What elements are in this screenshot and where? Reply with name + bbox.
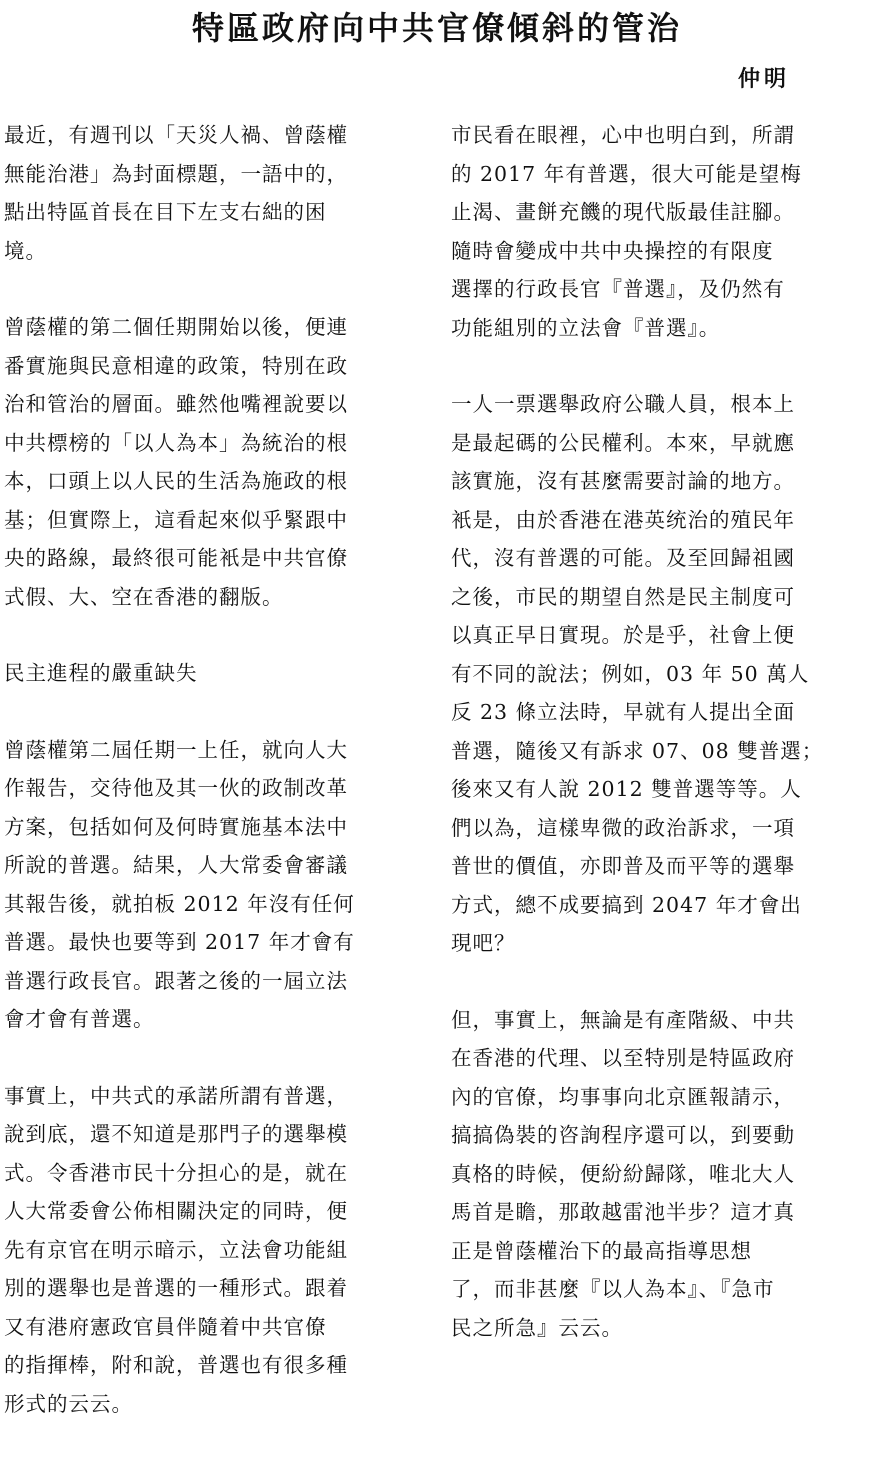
left-column (4, 116, 414, 1461)
text-line: 央的路線，最終很可能衹是中共官僚 (4, 546, 348, 570)
text-line: 功能組別的立法會『普選』。 (451, 315, 721, 340)
text-line: 馬首是瞻，那敢越雷池半步？這才真 (451, 1200, 795, 1224)
text-line: 後來又有人說 2012 雙普選等等。人 (451, 777, 802, 801)
article-title: 特區政府向中共官僚傾斜的管治 (191, 9, 682, 47)
text-line: 普世的價值，亦即普及而平等的選舉 (451, 854, 795, 878)
text-line: 但，事實上，無論是有產階級、中共 (451, 1007, 795, 1032)
text-line: 方案，包括如何及何時實施基本法中 (4, 814, 348, 839)
text-line: 有不同的說法；例如，03 年 50 萬人 (451, 661, 810, 686)
text-line: 了，而非甚麼『以人為本』、『急市 (451, 1277, 775, 1301)
text-line: 形式的云云。 (4, 1391, 133, 1416)
text-line: 以真正早日實現。於是乎，社會上便 (451, 623, 795, 647)
text-line: 搞搞偽裝的咨詢程序還可以，到要動 (451, 1123, 795, 1147)
text-line: 會才會有普選。 (4, 1007, 155, 1031)
text-line: 市民看在眼裡，心中也明白到，所謂 (451, 123, 795, 147)
text-line: 所說的普選。結果，人大常委會審議 (4, 853, 348, 877)
text-line: 境。 (4, 238, 47, 263)
text-line: 人大常委會公佈相關決定的同時，便 (4, 1199, 348, 1223)
text-line: 式假、大、空在香港的翻版。 (4, 584, 284, 609)
text-line: 反 23 條立法時，早就有人提出全面 (451, 700, 796, 724)
text-line: 現吧？ (451, 931, 516, 955)
text-line: 又有港府憲政官員伴隨着中共官僚 (4, 1314, 327, 1339)
author-name: 仲明 (737, 66, 790, 92)
text-line: 代，沒有普選的可能。及至回歸祖國 (451, 546, 795, 570)
text-line: 式。令香港市民十分担心的是，就在 (4, 1160, 348, 1185)
paragraph (4, 1077, 414, 1424)
text-line: 曾蔭權第二屆任期一上任，就向人大 (4, 737, 348, 762)
text-line: 在香港的代理、以至特別是特區政府 (451, 1046, 795, 1070)
text-line: 民之所急』云云。 (451, 1315, 623, 1340)
text-line: 該實施，沒有甚麼需要討論的地方。 (451, 469, 795, 493)
text-line: 隨時會變成中共中央操控的有限度 (451, 238, 774, 263)
text-line: 普選，隨後又有訴求 07、08 雙普選； (451, 738, 824, 763)
text-line: 的指揮棒，附和說，普選也有很多種 (4, 1353, 348, 1377)
text-line: 普選行政長官。跟著之後的一屆立法 (4, 968, 348, 993)
text-line: 先有京官在明示暗示，立法會功能組 (4, 1237, 348, 1262)
text-line: 中共標榜的「以人為本」為統治的根 (4, 430, 348, 455)
text-line: 說到底，還不知道是那門子的選舉模 (4, 1122, 348, 1146)
right-column (451, 116, 869, 1385)
text-line: 們以為，這樣卑微的政治訴求，一項 (451, 815, 795, 840)
paragraph (4, 308, 414, 616)
section-heading (4, 654, 414, 693)
text-line: 番實施與民意相違的政策，特別在政 (4, 353, 348, 378)
text-line: 之後，市民的期望自然是民主制度可 (451, 584, 795, 609)
text-line: 止渴、畫餅充饑的現代版最佳註腳。 (451, 200, 795, 224)
text-line: 最近，有週刊以「天災人禍、曾蔭權 (4, 123, 348, 147)
text-line: 事實上，中共式的承諾所謂有普選， (4, 1083, 348, 1108)
heading-text: 民主進程的嚴重缺失 (4, 661, 198, 685)
text-line: 別的選舉也是普選的一種形式。跟着 (4, 1276, 348, 1300)
paragraph (451, 116, 869, 347)
text-line: 無能治港」為封面標題，一語中的， (4, 161, 348, 186)
paragraph (4, 731, 414, 1039)
text-line: 方式，總不成要搞到 2047 年才會出 (451, 892, 802, 917)
paragraph (451, 385, 869, 963)
text-line: 正是曾蔭權治下的最高指導思想 (451, 1238, 752, 1263)
text-line: 點出特區首長在目下左支右絀的困 (4, 200, 327, 224)
text-line: 本，口頭上以人民的生活為施政的根 (4, 469, 348, 493)
text-line: 曾蔭權的第二個任期開始以後，便連 (4, 315, 348, 339)
text-line: 作報告，交待他及其一伙的政制改革 (4, 776, 348, 800)
text-line: 選擇的行政長官『普選』，及仍然有 (451, 277, 785, 301)
text-line: 衹是，由於香港在港英统治的殖民年 (451, 507, 795, 532)
text-line: 治和管治的層面。雖然他嘴裡說要以 (4, 392, 348, 416)
paragraph (451, 1001, 869, 1348)
text-line: 一人一票選舉政府公職人員，根本上 (451, 392, 795, 416)
text-line: 真格的時候，便紛紛歸隊，唯北大人 (451, 1161, 795, 1186)
text-line: 基；但實際上，這看起來似乎緊跟中 (4, 507, 348, 532)
text-line: 普選。最快也要等到 2017 年才會有 (4, 930, 355, 954)
text-line: 內的官僚，均事事向北京匯報請示， (451, 1084, 795, 1109)
text-line: 其報告後，就拍板 2012 年沒有任何 (4, 891, 355, 916)
text-line: 的 2017 年有普選，很大可能是望梅 (451, 161, 802, 186)
text-line: 是最起碼的公民權利。本來，早就應 (451, 430, 795, 455)
paragraph (4, 116, 414, 270)
